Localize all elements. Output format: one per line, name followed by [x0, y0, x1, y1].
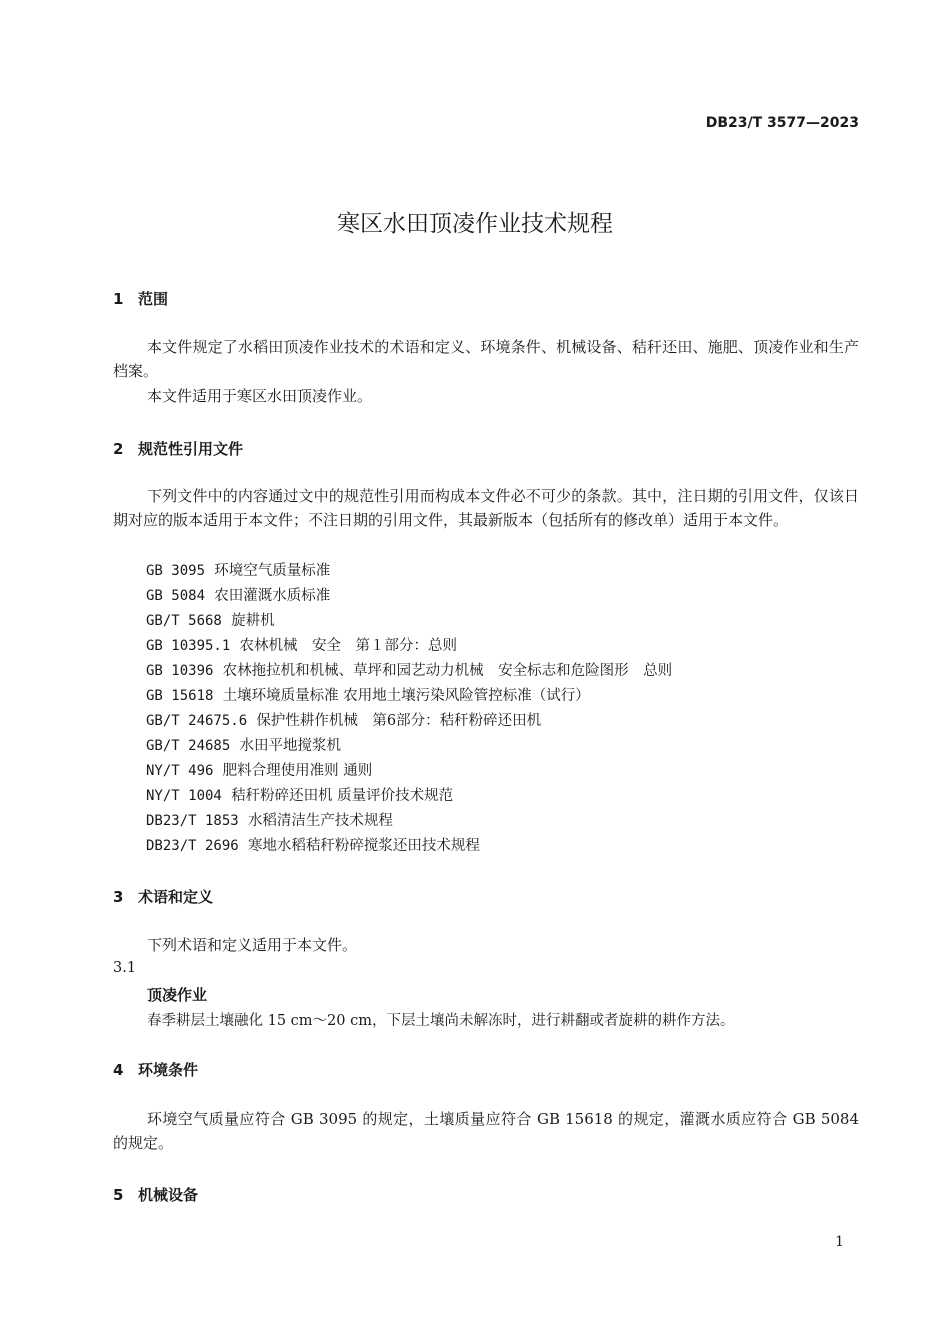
section-number: 5 — [113, 1186, 124, 1204]
reference-name: 土壤环境质量标准 农用地土壤污染风险管控标准（试行） — [222, 688, 590, 704]
section-title: 范围 — [138, 290, 169, 308]
reference-code: DB23/T 1853 — [146, 813, 239, 829]
section-2-heading — [113, 438, 243, 459]
reference-name: 环境空气质量标准 — [214, 563, 331, 579]
reference-name: 寒地水稻秸秆粉碎搅浆还田技术规程 — [247, 838, 480, 854]
section-1-paragraph-2: 本文件适用于寒区水田顶凌作业。 — [147, 387, 373, 405]
section-title: 术语和定义 — [138, 888, 214, 906]
reference-name: 农林机械 安全 第１部分：总则 — [239, 638, 458, 654]
reference-name: 农林拖拉机和机械、草坪和园艺动力机械 安全标志和危险图形 总则 — [222, 663, 673, 679]
term-definition: 春季耕层土壤融化 15 cm～20 cm，下层土壤尚未解冻时，进行耕翻或者旋耕的耕作方法。 — [147, 1013, 735, 1029]
reference-code: DB23/T 2696 — [146, 838, 239, 854]
document-code: DB23/T 3577—2023 — [705, 115, 859, 131]
reference-name: 肥料合理使用准则 通则 — [222, 763, 373, 779]
reference-name: 水田平地搅浆机 — [239, 738, 342, 754]
section-number: 4 — [113, 1061, 124, 1079]
term-name: 顶凌作业 — [147, 986, 208, 1004]
reference-code: GB/T 5668 — [146, 613, 222, 629]
section-2-intro: 下列文件中的内容通过文中的规范性引用而构成本文件必不可少的条款。其中，注日期的引用文件，仅该日期对应的版本适用于本文件；不注日期的引用文件，其最新版本（包括所有的修改单）适用于本文件。 — [113, 487, 859, 529]
section-3-heading — [113, 886, 213, 907]
section-1-heading — [113, 288, 168, 309]
reference-code: GB 10395.1 — [146, 638, 231, 654]
reference-code: NY/T 496 — [146, 763, 214, 779]
reference-item — [146, 659, 672, 684]
reference-name: 旋耕机 — [231, 613, 275, 629]
section-title: 规范性引用文件 — [138, 440, 244, 458]
reference-list — [146, 559, 672, 859]
reference-name: 秸秆粉碎还田机 质量评价技术规范 — [231, 788, 454, 804]
section-3-intro: 下列术语和定义适用于本文件。 — [147, 936, 358, 954]
reference-item — [146, 684, 672, 709]
reference-item — [146, 609, 672, 634]
section-number: 2 — [113, 440, 124, 458]
reference-code: GB 5084 — [146, 588, 206, 604]
reference-name: 水稻清洁生产技术规程 — [247, 813, 393, 829]
document-title: 寒区水田顶凌作业技术规程 — [337, 211, 613, 237]
section-title: 环境条件 — [138, 1061, 199, 1079]
reference-code: GB 3095 — [146, 563, 206, 579]
section-5-heading — [113, 1184, 198, 1205]
section-4-paragraph: 环境空气质量应符合 GB 3095 的规定，土壤质量应符合 GB 15618 的规定，灌溉水质应符合 GB 5084 的规定。 — [113, 1110, 859, 1152]
reference-item — [146, 784, 672, 809]
reference-code: GB/T 24685 — [146, 738, 231, 754]
reference-name: 保护性耕作机械 第6部分：秸秆粉碎还田机 — [256, 713, 542, 729]
section-1-paragraph-1: 本文件规定了水稻田顶凌作业技术的术语和定义、环境条件、机械设备、秸秆还田、施肥、顶凌作业和生产档案。 — [113, 338, 859, 380]
reference-item — [146, 634, 672, 659]
reference-code: GB/T 24675.6 — [146, 713, 248, 729]
reference-item — [146, 559, 672, 584]
reference-code: GB 10396 — [146, 663, 214, 679]
section-number: 1 — [113, 290, 124, 308]
section-title: 机械设备 — [138, 1186, 199, 1204]
reference-item — [146, 734, 672, 759]
section-4-heading — [113, 1059, 198, 1080]
section-number: 3 — [113, 888, 124, 906]
reference-code: GB 15618 — [146, 688, 214, 704]
reference-code: NY/T 1004 — [146, 788, 222, 804]
reference-item — [146, 809, 672, 834]
reference-item — [146, 709, 672, 734]
reference-name: 农田灌溉水质标准 — [214, 588, 331, 604]
term-number: 3.1 — [113, 960, 137, 976]
reference-item — [146, 759, 672, 784]
page-number: 1 — [835, 1234, 844, 1250]
reference-item — [146, 584, 672, 609]
reference-item — [146, 834, 672, 859]
